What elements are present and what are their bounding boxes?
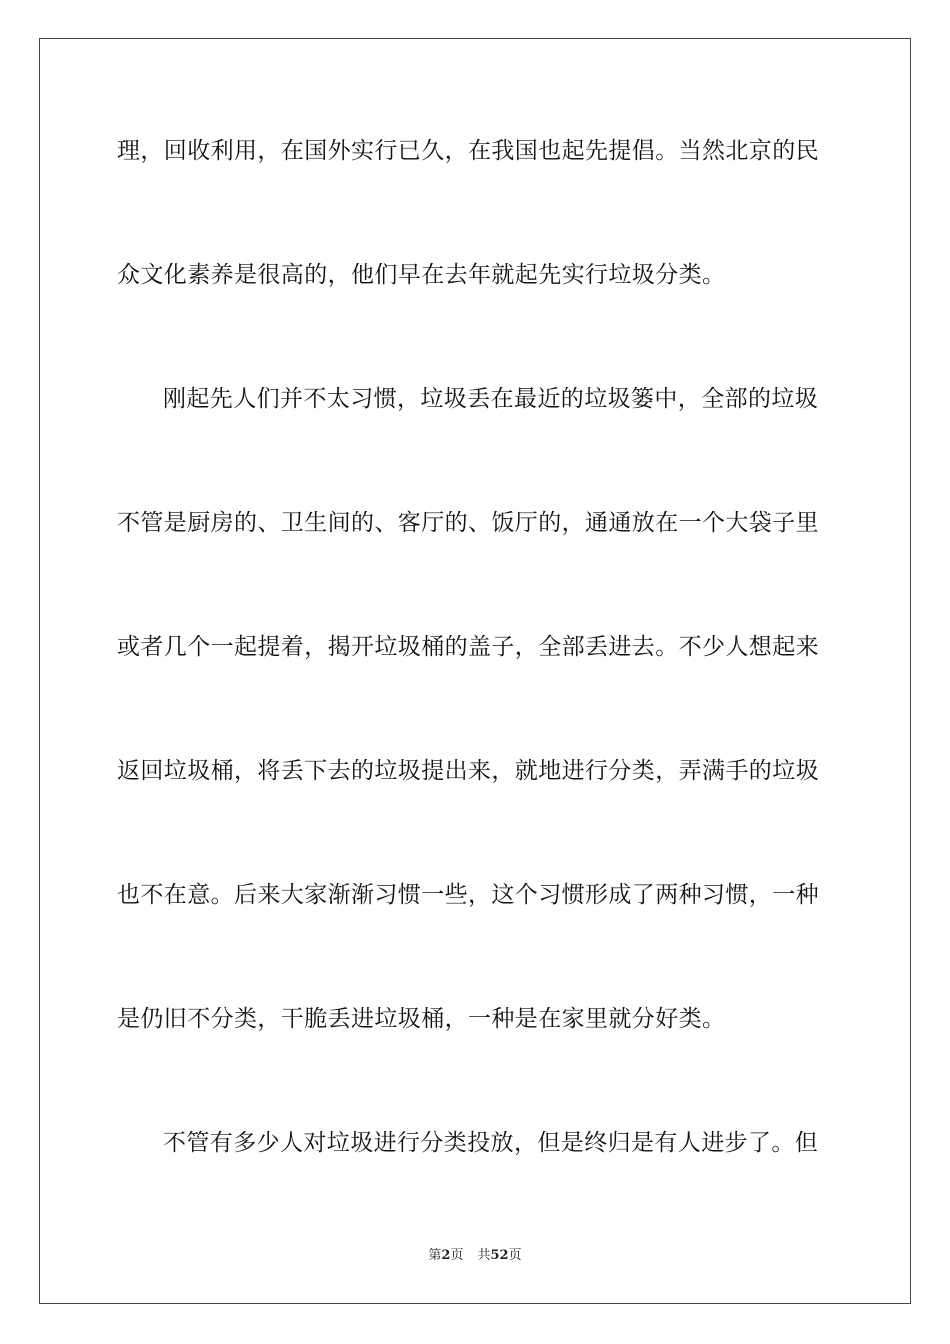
text-line-8: 是仍旧不分类，干脆丢进垃圾桶，一种是在家里就分好类。 [117, 1006, 726, 1032]
page-prefix: 第 [428, 1248, 442, 1263]
page-footer [0, 1248, 950, 1264]
text-line-7: 也不在意。后来大家渐渐习惯一些，这个习惯形成了两种习惯，一种 [117, 882, 819, 908]
text-line-5: 或者几个一起提着，揭开垃圾桶的盖子，全部丢进去。不少人想起来 [117, 634, 819, 660]
text-line-1: 理，回收利用，在国外实行已久，在我国也起先提倡。当然北京的民 [117, 138, 819, 164]
total-suffix: 页 [508, 1248, 522, 1263]
total-prefix: 共 [477, 1248, 491, 1263]
total-pages: 52 [490, 1248, 509, 1263]
text-line-3: 刚起先人们并不太习惯，垃圾丢在最近的垃圾篓中，全部的垃圾 [163, 386, 819, 412]
page-frame [39, 38, 911, 1304]
text-line-9: 不管有多少人对垃圾进行分类投放，但是终归是有人进步了。但 [163, 1130, 819, 1156]
page-number: 2 [441, 1248, 451, 1263]
text-line-6: 返回垃圾桶，将丢下去的垃圾提出来，就地进行分类，弄满手的垃圾 [117, 758, 819, 784]
page-suffix: 页 [450, 1248, 464, 1263]
text-line-4: 不管是厨房的、卫生间的、客厅的、饭厅的，通通放在一个大袋子里 [117, 510, 819, 536]
text-line-2: 众文化素养是很高的，他们早在去年就起先实行垃圾分类。 [117, 262, 726, 288]
